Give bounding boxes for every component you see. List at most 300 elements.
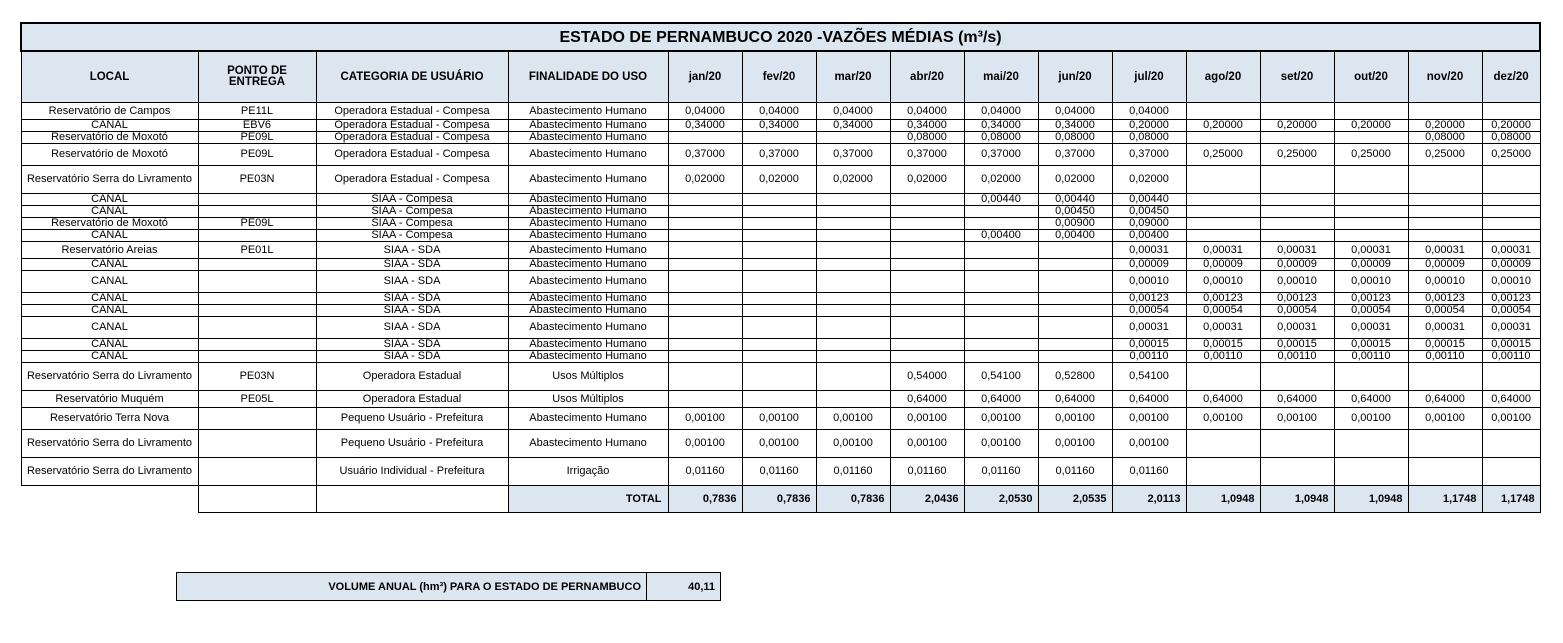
cell-categoria: Usuário Individual - Prefeitura — [316, 458, 508, 486]
cell-month-value — [816, 293, 890, 305]
cell-finalidade: Usos Múltiplos — [508, 363, 668, 391]
table-row — [21, 339, 1540, 351]
cell-month-value: 0,00450 — [1038, 206, 1112, 218]
cell-month-value — [1186, 363, 1260, 391]
cell-finalidade: Usos Múltiplos — [508, 391, 668, 408]
cell-month-value: 0,00110 — [1112, 351, 1186, 363]
cell-month-value — [668, 363, 742, 391]
cell-month-value — [964, 317, 1038, 339]
cell-month-value — [668, 259, 742, 271]
cell-finalidade: Abastecimento Humano — [508, 317, 668, 339]
cell-month-value — [668, 132, 742, 144]
cell-month-value: 0,25000 — [1260, 144, 1334, 166]
cell-ponto-entrega: PE01L — [198, 242, 316, 259]
cell-month-value — [816, 363, 890, 391]
cell-month-value — [1186, 230, 1260, 242]
cell-finalidade: Abastecimento Humano — [508, 218, 668, 230]
cell-month-value — [1482, 194, 1540, 206]
header-month: nov/20 — [1408, 51, 1482, 103]
cell-month-value: 0,00123 — [1334, 293, 1408, 305]
cell-month-value: 0,64000 — [1408, 391, 1482, 408]
cell-month-value — [890, 206, 964, 218]
header-month: mar/20 — [816, 51, 890, 103]
cell-month-value — [1408, 194, 1482, 206]
cell-month-value: 0,34000 — [1038, 120, 1112, 132]
cell-month-value: 0,02000 — [742, 166, 816, 194]
cell-month-value: 0,20000 — [1334, 120, 1408, 132]
cell-month-value — [964, 339, 1038, 351]
table-row — [21, 317, 1540, 339]
cell-month-value — [742, 305, 816, 317]
cell-month-value: 0,00031 — [1112, 317, 1186, 339]
cell-month-value — [668, 351, 742, 363]
cell-month-value — [742, 206, 816, 218]
cell-month-value: 0,04000 — [964, 103, 1038, 120]
cell-month-value: 0,25000 — [1408, 144, 1482, 166]
cell-month-value — [816, 230, 890, 242]
cell-month-value — [1260, 363, 1334, 391]
cell-month-value — [1482, 230, 1540, 242]
header-month: mai/20 — [964, 51, 1038, 103]
header-finalidade: FINALIDADE DO USO — [508, 51, 668, 103]
cell-month-value: 0,04000 — [890, 103, 964, 120]
cell-month-value: 0,00110 — [1408, 351, 1482, 363]
flow-table — [20, 22, 1541, 513]
cell-month-value: 0,02000 — [816, 166, 890, 194]
cell-finalidade: Abastecimento Humano — [508, 430, 668, 458]
cell-finalidade: Abastecimento Humano — [508, 230, 668, 242]
cell-finalidade: Abastecimento Humano — [508, 242, 668, 259]
cell-month-value: 0,04000 — [816, 103, 890, 120]
cell-month-value: 0,37000 — [742, 144, 816, 166]
cell-month-value: 0,25000 — [1186, 144, 1260, 166]
cell-month-value: 0,34000 — [890, 120, 964, 132]
cell-month-value: 0,34000 — [816, 120, 890, 132]
cell-ponto-entrega: PE11L — [198, 103, 316, 120]
cell-categoria: Operadora Estadual - Compesa — [316, 144, 508, 166]
cell-local: Reservatório de Moxotó — [21, 132, 198, 144]
cell-month-value — [816, 391, 890, 408]
table-row — [21, 132, 1540, 144]
table-row — [21, 458, 1540, 486]
cell-month-value: 0,00100 — [1334, 408, 1408, 430]
table-title: ESTADO DE PERNAMBUCO 2020 -VAZÕES MÉDIAS (m³/s) — [21, 23, 1540, 51]
cell-month-value — [742, 271, 816, 293]
cell-month-value — [1260, 430, 1334, 458]
cell-month-value — [964, 271, 1038, 293]
cell-month-value — [1334, 230, 1408, 242]
cell-month-value: 0,04000 — [742, 103, 816, 120]
cell-month-value: 0,02000 — [1112, 166, 1186, 194]
cell-month-value: 0,54100 — [964, 363, 1038, 391]
cell-categoria: Pequeno Usuário - Prefeitura — [316, 430, 508, 458]
cell-month-value: 0,25000 — [1334, 144, 1408, 166]
cell-month-value — [1260, 166, 1334, 194]
cell-month-value — [1334, 166, 1408, 194]
cell-month-value — [1482, 103, 1540, 120]
cell-local: Reservatório Serra do Livramento — [21, 363, 198, 391]
cell-month-value — [816, 206, 890, 218]
cell-month-value: 0,54100 — [1112, 363, 1186, 391]
cell-month-value: 0,00450 — [1112, 206, 1186, 218]
cell-month-value: 0,00031 — [1408, 317, 1482, 339]
total-value: 1,1748 — [1482, 486, 1540, 513]
cell-month-value: 0,00100 — [816, 430, 890, 458]
cell-ponto-entrega — [198, 271, 316, 293]
cell-ponto-entrega — [198, 194, 316, 206]
cell-month-value: 0,00100 — [1408, 408, 1482, 430]
cell-month-value — [1408, 458, 1482, 486]
cell-categoria: Operadora Estadual - Compesa — [316, 120, 508, 132]
cell-categoria: SIAA - SDA — [316, 271, 508, 293]
cell-month-value: 0,37000 — [816, 144, 890, 166]
cell-month-value — [964, 242, 1038, 259]
cell-month-value — [1334, 218, 1408, 230]
cell-month-value: 0,00100 — [1112, 430, 1186, 458]
header-month: ago/20 — [1186, 51, 1260, 103]
cell-local: Reservatório de Moxotó — [21, 144, 198, 166]
cell-month-value — [1408, 218, 1482, 230]
table-row — [21, 144, 1540, 166]
cell-month-value: 0,00054 — [1334, 305, 1408, 317]
cell-local: CANAL — [21, 351, 198, 363]
cell-month-value: 0,00900 — [1038, 218, 1112, 230]
cell-month-value: 0,00440 — [964, 194, 1038, 206]
cell-month-value: 0,00015 — [1112, 339, 1186, 351]
cell-month-value: 0,64000 — [1482, 391, 1540, 408]
cell-month-value — [1186, 206, 1260, 218]
cell-month-value — [1482, 206, 1540, 218]
cell-month-value: 0,00031 — [1260, 317, 1334, 339]
cell-month-value: 0,02000 — [1038, 166, 1112, 194]
cell-month-value: 0,20000 — [1260, 120, 1334, 132]
cell-local: CANAL — [21, 317, 198, 339]
cell-month-value — [816, 259, 890, 271]
cell-month-value: 0,00100 — [668, 408, 742, 430]
cell-finalidade: Abastecimento Humano — [508, 120, 668, 132]
cell-finalidade: Abastecimento Humano — [508, 144, 668, 166]
cell-month-value — [1408, 363, 1482, 391]
cell-month-value — [1482, 166, 1540, 194]
header-month: dez/20 — [1482, 51, 1540, 103]
table-row — [21, 305, 1540, 317]
cell-month-value: 0,01160 — [1112, 458, 1186, 486]
total-label: TOTAL — [508, 486, 668, 513]
total-value: 2,0436 — [890, 486, 964, 513]
cell-finalidade: Abastecimento Humano — [508, 132, 668, 144]
cell-month-value: 0,00400 — [1038, 230, 1112, 242]
cell-month-value — [668, 194, 742, 206]
cell-ponto-entrega: PE09L — [198, 218, 316, 230]
cell-ponto-entrega — [198, 206, 316, 218]
cell-month-value: 0,00100 — [1038, 430, 1112, 458]
cell-month-value: 0,37000 — [1038, 144, 1112, 166]
cell-month-value: 0,54000 — [890, 363, 964, 391]
cell-month-value: 0,20000 — [1482, 120, 1540, 132]
cell-categoria: Operadora Estadual - Compesa — [316, 166, 508, 194]
cell-month-value — [1408, 206, 1482, 218]
cell-month-value — [668, 391, 742, 408]
cell-month-value — [1482, 363, 1540, 391]
cell-month-value: 0,64000 — [964, 391, 1038, 408]
cell-month-value: 0,64000 — [1186, 391, 1260, 408]
cell-month-value — [1334, 206, 1408, 218]
cell-categoria: SIAA - SDA — [316, 317, 508, 339]
cell-month-value — [816, 271, 890, 293]
cell-month-value — [668, 206, 742, 218]
cell-month-value — [742, 132, 816, 144]
cell-month-value — [1334, 363, 1408, 391]
cell-month-value: 0,00009 — [1482, 259, 1540, 271]
cell-month-value — [1482, 458, 1540, 486]
cell-month-value: 0,00100 — [742, 430, 816, 458]
cell-month-value: 0,37000 — [1112, 144, 1186, 166]
cell-month-value — [964, 293, 1038, 305]
cell-local: Reservatório Serra do Livramento — [21, 430, 198, 458]
table-row — [21, 242, 1540, 259]
cell-month-value: 0,00031 — [1112, 242, 1186, 259]
cell-month-value — [1260, 206, 1334, 218]
cell-month-value — [668, 317, 742, 339]
cell-month-value — [890, 293, 964, 305]
cell-month-value: 0,00031 — [1334, 317, 1408, 339]
cell-month-value: 0,00100 — [890, 430, 964, 458]
cell-categoria: SIAA - SDA — [316, 351, 508, 363]
cell-month-value: 0,00031 — [1186, 317, 1260, 339]
table-row — [21, 430, 1540, 458]
cell-month-value — [1334, 194, 1408, 206]
cell-ponto-entrega — [198, 305, 316, 317]
table-row — [21, 408, 1540, 430]
cell-month-value — [668, 218, 742, 230]
total-value: 2,0113 — [1112, 486, 1186, 513]
cell-finalidade: Abastecimento Humano — [508, 103, 668, 120]
cell-categoria: SIAA - Compesa — [316, 206, 508, 218]
cell-categoria: SIAA - Compesa — [316, 194, 508, 206]
cell-month-value — [964, 206, 1038, 218]
cell-month-value — [742, 230, 816, 242]
cell-month-value: 0,00100 — [1112, 408, 1186, 430]
header-ponto-entrega: PONTO DE ENTREGA — [198, 51, 316, 103]
table-row — [21, 206, 1540, 218]
cell-local: Reservatório de Campos — [21, 103, 198, 120]
cell-month-value — [1482, 218, 1540, 230]
header-month: out/20 — [1334, 51, 1408, 103]
cell-month-value — [1038, 271, 1112, 293]
cell-month-value: 0,00123 — [1482, 293, 1540, 305]
cell-local: CANAL — [21, 120, 198, 132]
table-row — [21, 103, 1540, 120]
cell-month-value: 0,04000 — [1038, 103, 1112, 120]
total-row — [21, 486, 1540, 513]
cell-month-value: 0,20000 — [1186, 120, 1260, 132]
cell-month-value — [1260, 230, 1334, 242]
cell-month-value — [890, 230, 964, 242]
table-row — [21, 166, 1540, 194]
table-row — [21, 230, 1540, 242]
cell-month-value — [816, 339, 890, 351]
table-row — [21, 194, 1540, 206]
cell-month-value — [1334, 132, 1408, 144]
cell-finalidade: Abastecimento Humano — [508, 408, 668, 430]
cell-ponto-entrega: EBV6 — [198, 120, 316, 132]
cell-month-value: 0,00009 — [1186, 259, 1260, 271]
cell-month-value — [1186, 458, 1260, 486]
cell-month-value: 0,37000 — [668, 144, 742, 166]
cell-month-value: 0,00015 — [1482, 339, 1540, 351]
cell-finalidade: Irrigação — [508, 458, 668, 486]
cell-month-value: 0,01160 — [1038, 458, 1112, 486]
cell-month-value: 0,02000 — [964, 166, 1038, 194]
cell-month-value — [890, 317, 964, 339]
cell-local: CANAL — [21, 206, 198, 218]
cell-categoria: Operadora Estadual - Compesa — [316, 103, 508, 120]
cell-month-value: 0,01160 — [890, 458, 964, 486]
cell-month-value: 0,00015 — [1334, 339, 1408, 351]
cell-month-value: 0,04000 — [668, 103, 742, 120]
cell-local: Reservatório Terra Nova — [21, 408, 198, 430]
cell-month-value: 0,64000 — [1038, 391, 1112, 408]
cell-month-value: 0,01160 — [816, 458, 890, 486]
cell-month-value: 0,00054 — [1186, 305, 1260, 317]
cell-ponto-entrega — [198, 259, 316, 271]
total-value: 2,0535 — [1038, 486, 1112, 513]
cell-month-value — [668, 230, 742, 242]
cell-month-value: 0,00100 — [1482, 408, 1540, 430]
cell-categoria: SIAA - SDA — [316, 259, 508, 271]
cell-month-value: 0,64000 — [1334, 391, 1408, 408]
table-body — [21, 103, 1540, 486]
cell-ponto-entrega: PE09L — [198, 144, 316, 166]
cell-month-value — [816, 218, 890, 230]
cell-month-value — [668, 293, 742, 305]
cell-month-value: 0,08000 — [1038, 132, 1112, 144]
cell-month-value: 0,00110 — [1334, 351, 1408, 363]
table-row — [21, 293, 1540, 305]
cell-month-value — [964, 351, 1038, 363]
cell-local: CANAL — [21, 194, 198, 206]
cell-month-value: 0,02000 — [668, 166, 742, 194]
cell-month-value: 0,02000 — [890, 166, 964, 194]
cell-categoria: SIAA - Compesa — [316, 230, 508, 242]
cell-month-value: 0,00015 — [1408, 339, 1482, 351]
cell-month-value: 0,34000 — [964, 120, 1038, 132]
cell-categoria: Operadora Estadual — [316, 391, 508, 408]
cell-categoria: SIAA - Compesa — [316, 218, 508, 230]
cell-month-value: 0,08000 — [964, 132, 1038, 144]
cell-month-value — [668, 242, 742, 259]
table-row — [21, 259, 1540, 271]
cell-month-value — [742, 293, 816, 305]
cell-finalidade: Abastecimento Humano — [508, 339, 668, 351]
cell-month-value: 0,00100 — [742, 408, 816, 430]
cell-ponto-entrega: PE09L — [198, 132, 316, 144]
cell-month-value — [816, 132, 890, 144]
cell-month-value — [1038, 259, 1112, 271]
cell-month-value: 0,00054 — [1482, 305, 1540, 317]
cell-categoria: SIAA - SDA — [316, 305, 508, 317]
cell-local: Reservatório Muquém — [21, 391, 198, 408]
cell-month-value: 0,00054 — [1260, 305, 1334, 317]
cell-month-value: 0,00010 — [1408, 271, 1482, 293]
total-empty-cell — [316, 486, 508, 513]
cell-month-value: 0,00031 — [1408, 242, 1482, 259]
cell-ponto-entrega — [198, 317, 316, 339]
total-value: 1,0948 — [1260, 486, 1334, 513]
cell-month-value: 0,00009 — [1408, 259, 1482, 271]
cell-month-value — [964, 305, 1038, 317]
cell-categoria: SIAA - SDA — [316, 293, 508, 305]
cell-month-value — [668, 305, 742, 317]
cell-month-value: 0,00009 — [1112, 259, 1186, 271]
cell-month-value: 0,00440 — [1112, 194, 1186, 206]
cell-month-value — [742, 218, 816, 230]
cell-month-value: 0,00009 — [1260, 259, 1334, 271]
cell-month-value — [1408, 230, 1482, 242]
cell-month-value: 0,00010 — [1334, 271, 1408, 293]
cell-month-value: 0,00010 — [1112, 271, 1186, 293]
cell-month-value — [890, 242, 964, 259]
cell-month-value: 0,01160 — [964, 458, 1038, 486]
cell-month-value: 0,00054 — [1408, 305, 1482, 317]
table-row — [21, 391, 1540, 408]
table-row — [21, 218, 1540, 230]
header-month: set/20 — [1260, 51, 1334, 103]
cell-month-value — [1038, 293, 1112, 305]
cell-month-value — [1334, 430, 1408, 458]
cell-month-value: 0,00400 — [964, 230, 1038, 242]
cell-month-value: 0,37000 — [890, 144, 964, 166]
cell-month-value: 0,64000 — [1112, 391, 1186, 408]
cell-month-value — [890, 218, 964, 230]
cell-month-value — [1038, 339, 1112, 351]
header-categoria: CATEGORIA DE USUÁRIO — [316, 51, 508, 103]
cell-ponto-entrega: PE03N — [198, 363, 316, 391]
annual-volume-box — [176, 572, 721, 601]
table-row — [21, 120, 1540, 132]
cell-month-value: 0,08000 — [1482, 132, 1540, 144]
cell-month-value: 0,00031 — [1260, 242, 1334, 259]
cell-local: Reservatório Serra do Livramento — [21, 166, 198, 194]
cell-month-value: 0,00010 — [1260, 271, 1334, 293]
cell-month-value — [1186, 194, 1260, 206]
cell-month-value: 0,00015 — [1186, 339, 1260, 351]
cell-month-value — [1038, 242, 1112, 259]
cell-month-value — [890, 271, 964, 293]
total-value: 1,0948 — [1334, 486, 1408, 513]
cell-ponto-entrega — [198, 430, 316, 458]
cell-month-value — [890, 259, 964, 271]
cell-local: CANAL — [21, 259, 198, 271]
cell-month-value — [964, 259, 1038, 271]
cell-month-value: 0,34000 — [742, 120, 816, 132]
cell-month-value: 0,52800 — [1038, 363, 1112, 391]
cell-categoria: SIAA - SDA — [316, 242, 508, 259]
cell-month-value — [890, 305, 964, 317]
cell-month-value: 0,00015 — [1260, 339, 1334, 351]
cell-categoria: Operadora Estadual - Compesa — [316, 132, 508, 144]
cell-month-value: 0,20000 — [1408, 120, 1482, 132]
cell-month-value: 0,00031 — [1334, 242, 1408, 259]
cell-local: CANAL — [21, 230, 198, 242]
cell-month-value — [1260, 218, 1334, 230]
cell-month-value — [1334, 458, 1408, 486]
cell-month-value: 0,64000 — [890, 391, 964, 408]
cell-month-value — [742, 363, 816, 391]
cell-finalidade: Abastecimento Humano — [508, 206, 668, 218]
cell-month-value — [1260, 194, 1334, 206]
cell-ponto-entrega — [198, 458, 316, 486]
